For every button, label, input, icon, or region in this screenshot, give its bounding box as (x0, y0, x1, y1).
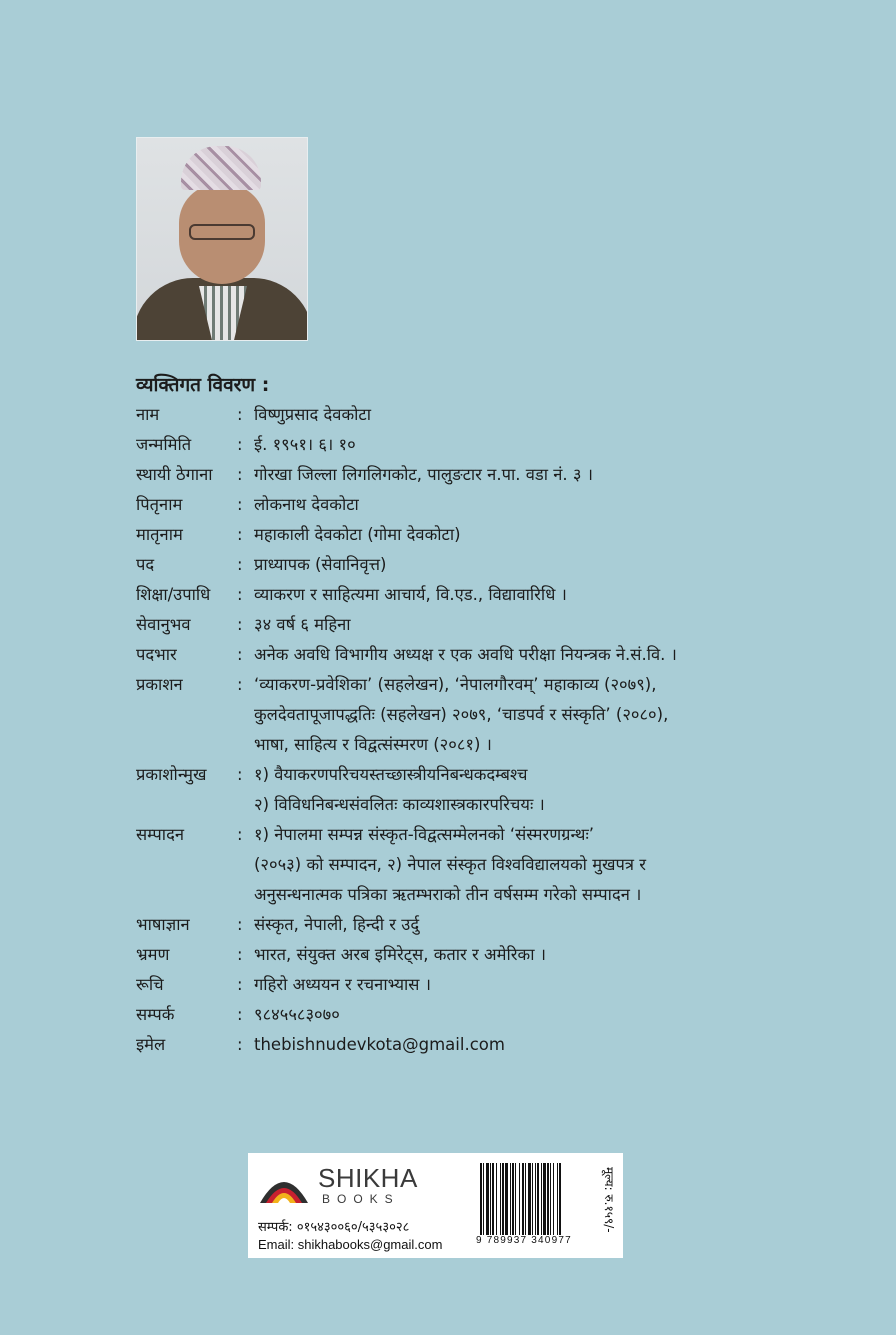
detail-row (136, 1000, 816, 1030)
detail-value-line: भारत, संयुक्त अरब इमिरेट्स, कतार र अमेरिका । (254, 945, 546, 964)
barcode-bar (500, 1163, 501, 1235)
detail-value (254, 970, 816, 1000)
detail-value-line: ‘व्याकरण-प्रवेशिका’ (सहलेखन), ‘नेपालगौरवम्’ महाकाव्य (२०७९), (254, 675, 657, 694)
detail-value-line: कुलदेवतापूजापद्धतिः (सहलेखन) २०७९, ‘चाडपर्व र संस्कृति’ (२०८०), (254, 705, 669, 724)
detail-row (136, 670, 816, 760)
detail-label: स्थायी ठेगाना (136, 465, 213, 484)
detail-value-line: १) वैयाकरणपरिचयस्तच्छास्त्रीयनिबन्धकदम्बश्च (254, 765, 528, 784)
detail-colon: : (237, 495, 243, 514)
detail-colon: : (237, 675, 243, 694)
barcode-bar (528, 1163, 531, 1235)
detail-value-line: विष्णुप्रसाद देवकोटा (254, 405, 371, 424)
detail-row (136, 490, 816, 520)
barcode-bar (543, 1163, 546, 1235)
photo-dhaka-topi (181, 146, 261, 190)
detail-value (254, 1000, 816, 1030)
barcode-bar (505, 1163, 508, 1235)
barcode-bar (559, 1163, 561, 1235)
detail-value-line: अनेक अवधि विभागीय अध्यक्ष र एक अवधि परीक्षा नियन्त्रक ने.सं.वि. । (254, 645, 677, 664)
barcode-bar (532, 1163, 533, 1235)
detail-value (254, 1030, 816, 1060)
barcode-bar (486, 1163, 489, 1235)
barcode-bar (522, 1163, 524, 1235)
detail-row (136, 1030, 816, 1060)
detail-value (254, 580, 816, 610)
detail-value (254, 520, 816, 550)
publisher-subname: BOOKS (322, 1192, 400, 1206)
publisher-name: SHIKHA (318, 1163, 418, 1193)
detail-value-line: २) विविधनिबन्धसंवलितः काव्यशास्त्रकारपरिचयः । (254, 795, 545, 814)
barcode-bar (492, 1163, 494, 1235)
barcode-bar (537, 1163, 539, 1235)
detail-value (254, 400, 816, 430)
barcode-bar (535, 1163, 536, 1235)
publisher-email: Email: shikhabooks@gmail.com (258, 1237, 443, 1252)
detail-colon: : (237, 585, 243, 604)
barcode-bar (541, 1163, 542, 1235)
detail-label: सम्पादन (136, 825, 184, 844)
detail-value (254, 430, 816, 460)
barcode-bar (480, 1163, 482, 1235)
barcode-bar (490, 1163, 491, 1235)
detail-colon: : (237, 525, 243, 544)
detail-row (136, 910, 816, 940)
detail-colon: : (237, 765, 243, 784)
barcode-bar (525, 1163, 526, 1235)
detail-row (136, 760, 816, 820)
barcode-bar (547, 1163, 549, 1235)
detail-value-line: गोरखा जिल्ला लिगलिगकोट, पालुङटार न.पा. वडा नं. ३ । (254, 465, 593, 484)
detail-value-line: (२०५३) को सम्पादन, २) नेपाल संस्कृत विश्वविद्यालयको मुखपत्र र (254, 855, 647, 874)
barcode-bar (502, 1163, 504, 1235)
barcode-bar (483, 1163, 484, 1235)
detail-value-line: प्राध्यापक (सेवानिवृत्त) (254, 555, 387, 574)
detail-value (254, 910, 816, 940)
detail-row (136, 640, 816, 670)
detail-value-line: संस्कृत, नेपाली, हिन्दी र उर्दु (254, 915, 420, 934)
barcode-bar (515, 1163, 516, 1235)
isbn-number: 9 789937 340977 (476, 1235, 572, 1246)
detail-label: भ्रमण (136, 945, 170, 964)
photo-glasses (189, 224, 255, 240)
publisher-badge (248, 1153, 623, 1258)
detail-row (136, 580, 816, 610)
detail-row (136, 400, 816, 430)
detail-value-line: ३४ वर्ष ६ महिना (254, 615, 351, 634)
detail-label: प्रकाशन (136, 675, 183, 694)
detail-label: शिक्षा/उपाधि (136, 585, 211, 604)
detail-label: इमेल (136, 1035, 166, 1054)
detail-value (254, 610, 816, 640)
detail-row (136, 550, 816, 580)
detail-colon: : (237, 555, 243, 574)
detail-colon: : (237, 825, 243, 844)
detail-label: सम्पर्क (136, 1005, 175, 1024)
detail-colon: : (237, 1035, 243, 1054)
detail-label: भाषाज्ञान (136, 915, 190, 934)
detail-label: पदभार (136, 645, 177, 664)
detail-colon: : (237, 465, 243, 484)
detail-colon: : (237, 405, 243, 424)
shikha-logo-icon (256, 1163, 312, 1209)
detail-colon: : (237, 615, 243, 634)
detail-value (254, 820, 816, 910)
detail-value-line: अनुसन्धनात्मक पत्रिका ऋतम्भराको तीन वर्षसम्म गरेको सम्पादन । (254, 885, 642, 904)
detail-value-line: भाषा, साहित्य र विद्वत्संस्मरण (२०८१) । (254, 735, 492, 754)
detail-row (136, 430, 816, 460)
barcode-bar (510, 1163, 511, 1235)
detail-value-line: लोकनाथ देवकोटा (254, 495, 359, 514)
barcode-bar (553, 1163, 554, 1235)
detail-value-line: १) नेपालमा सम्पन्न संस्कृत-विद्वत्सम्मेलनको ‘संस्मरणग्रन्थः’ (254, 825, 595, 844)
detail-colon: : (237, 915, 243, 934)
author-photo (136, 137, 308, 341)
detail-value-line: गहिरो अध्ययन र रचनाभ्यास । (254, 975, 431, 994)
detail-label: पद (136, 555, 155, 574)
details-list (136, 400, 816, 1060)
price-label: मूल्य: रु.१५९/- (602, 1167, 616, 1233)
detail-label: मातृनाम (136, 525, 183, 544)
detail-value-line: ९८४५५८३०७० (254, 1005, 340, 1024)
detail-label: रूचि (136, 975, 164, 994)
detail-label: जन्ममिति (136, 435, 192, 454)
detail-row (136, 610, 816, 640)
detail-colon: : (237, 645, 243, 664)
detail-label: नाम (136, 405, 160, 424)
detail-colon: : (237, 435, 243, 454)
detail-label: पितृनाम (136, 495, 183, 514)
detail-row (136, 940, 816, 970)
section-heading: व्यक्तिगत विवरण : (136, 374, 270, 396)
detail-colon: : (237, 975, 243, 994)
detail-label: सेवानुभव (136, 615, 191, 634)
detail-value (254, 670, 816, 760)
detail-value (254, 760, 816, 820)
detail-value-line: ई. १९५१। ६। १० (254, 435, 356, 454)
detail-value (254, 940, 816, 970)
barcode-bar (496, 1163, 497, 1235)
detail-row (136, 970, 816, 1000)
detail-value-line: महाकाली देवकोटा (गोमा देवकोटा) (254, 525, 461, 544)
detail-value-line: thebishnudevkota@gmail.com (254, 1035, 505, 1054)
barcode-bar (519, 1163, 520, 1235)
detail-colon: : (237, 945, 243, 964)
detail-value (254, 490, 816, 520)
detail-value (254, 640, 816, 670)
barcode-bar (557, 1163, 558, 1235)
publisher-contact: सम्पर्क: ०१५४३००६०/५३५३०२८ (258, 1220, 410, 1235)
detail-row (136, 520, 816, 550)
detail-value (254, 550, 816, 580)
detail-value (254, 460, 816, 490)
barcode-bar (550, 1163, 551, 1235)
detail-label: प्रकाशोन्मुख (136, 765, 207, 784)
detail-row (136, 820, 816, 910)
detail-colon: : (237, 1005, 243, 1024)
detail-value-line: व्याकरण र साहित्यमा आचार्य, वि.एड., विद्यावारिधि । (254, 585, 567, 604)
isbn-barcode (478, 1163, 594, 1235)
barcode-bar (512, 1163, 514, 1235)
detail-row (136, 460, 816, 490)
